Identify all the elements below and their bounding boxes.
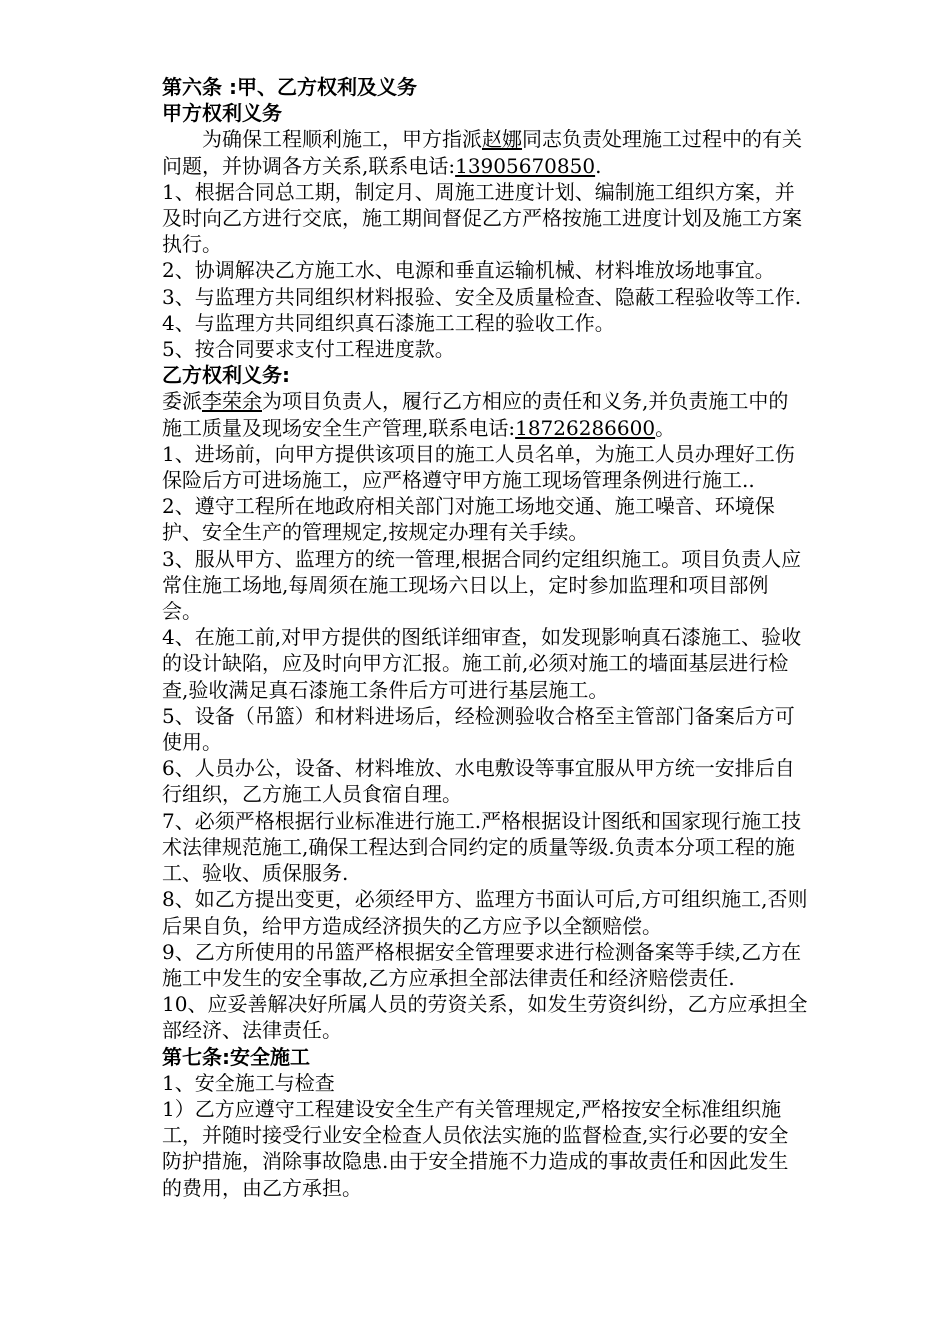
partyB-intro-pre: 委派 xyxy=(162,389,202,414)
partyB-item: 6、人员办公，设备、材料堆放、水电敷设等事宜服从甲方统一安排后自行组织，乙方施工人员食宿自理。 xyxy=(162,756,795,807)
partyA-intro-pre: 为确保工程顺利施工，甲方指派 xyxy=(202,127,482,152)
partyA-item: 1、根据合同总工期，制定月、周施工进度计划、编制施工组织方案，并及时向乙方进行交底，施工期间督促乙方严格按施工进度计划及施工方案执行。 xyxy=(162,179,802,257)
article7-item: 1）乙方应遵守工程建设安全生产有关管理规定,严格按安全标准组织施工，并随时接受行业安全检查人员依法实施的监督检查,实行必要的安全防护措施，消除事故隐患.由于安全措施不力造成的事故责任和因此发生的费用，由乙方承担。 xyxy=(162,1096,789,1200)
partyB-item: 5、设备（吊篮）和材料进场后，经检测验收合格至主管部门备案后方可使用。 xyxy=(162,703,795,755)
partyA-item: 2、协调解决乙方施工水、电源和垂直运输机械、材料堆放场地事宜。 xyxy=(162,258,775,283)
partyA-item: 3、与监理方共同组织材料报验、安全及质量检查、隐蔽工程验收等工作. xyxy=(162,284,802,309)
partyA-heading: 甲方权利义务 xyxy=(162,101,282,126)
partyB-item: 4、在施工前,对甲方提供的图纸详细审查，如发现影响真石漆施工、验收的设计缺陷，应及时向甲方汇报。施工前,必须对施工的墙面基层进行检查,验收满足真石漆施工条件后方可进行基层施工。 xyxy=(162,625,802,702)
partyB-item: 8、如乙方提出变更，必须经甲方、监理方书面认可后,方可组织施工,否则后果自负，给甲方造成经济损失的乙方应予以全额赔偿。 xyxy=(162,887,808,938)
partyA-item: 5、按合同要求支付工程进度款。 xyxy=(162,337,455,362)
partyB-item: 9、乙方所使用的吊篮严格根据安全管理要求进行检测备案等手续,乙方在施工中发生的安全事故,乙方应承担全部法律责任和经济赔偿责任. xyxy=(162,939,802,990)
partyA-contact-name: 赵娜 xyxy=(482,127,522,152)
partyB-intro-mid: 为项目负责人，履行乙方相应的责任和义务,并负责施工中的施工质量及现场安全生产管理,联系电话: xyxy=(162,389,789,440)
partyB-item: 10、应妥善解决好所属人员的劳资关系，如发生劳资纠纷，乙方应承担全部经济、法律责任。 xyxy=(162,992,808,1043)
partyB-item: 2、遵守工程所在地政府相关部门对施工场地交通、施工噪音、环境保护、安全生产的管理规定,按规定办理有关手续。 xyxy=(162,494,775,545)
partyB-phone: 18726286600 xyxy=(515,415,656,440)
article7-title: 第七条:安全施工 xyxy=(162,1044,310,1069)
contract-page xyxy=(162,74,808,1201)
partyB-contact-name: 李荣余 xyxy=(202,389,262,414)
partyA-intro-end: . xyxy=(595,153,602,178)
partyA-phone: 13905670850 xyxy=(455,153,596,178)
partyA-intro-mid: 同志负责处理施工过程中的有关问题，并协调各方关系,联系电话: xyxy=(162,127,802,178)
article6-title: 第六条 :甲、乙方权利及义务 xyxy=(162,75,417,99)
article7-subheading: 1、安全施工与检查 xyxy=(162,1070,335,1095)
partyB-item: 7、必须严格根据行业标准进行施工.严格根据设计图纸和国家现行施工技术法律规范施工,确保工程达到合同约定的质量等级.负责本分项工程的施工、验收、质保服务. xyxy=(162,808,802,886)
partyB-heading: 乙方权利义务: xyxy=(162,363,290,388)
partyA-item: 4、与监理方共同组织真石漆施工工程的验收工作。 xyxy=(162,310,615,335)
partyB-item: 1、进场前，向甲方提供该项目的施工人员名单，为施工人员办理好工伤保险后方可进场施工，应严格遵守甲方施工现场管理条例进行施工.. xyxy=(162,441,795,493)
partyB-intro xyxy=(162,388,808,440)
partyB-intro-end: 。 xyxy=(655,415,676,440)
partyA-intro xyxy=(162,126,808,178)
partyB-item: 3、服从甲方、监理方的统一管理,根据合同约定组织施工。项目负责人应常住施工场地,每周须在施工现场六日以上，定时参加监理和项目部例会。 xyxy=(162,546,802,624)
